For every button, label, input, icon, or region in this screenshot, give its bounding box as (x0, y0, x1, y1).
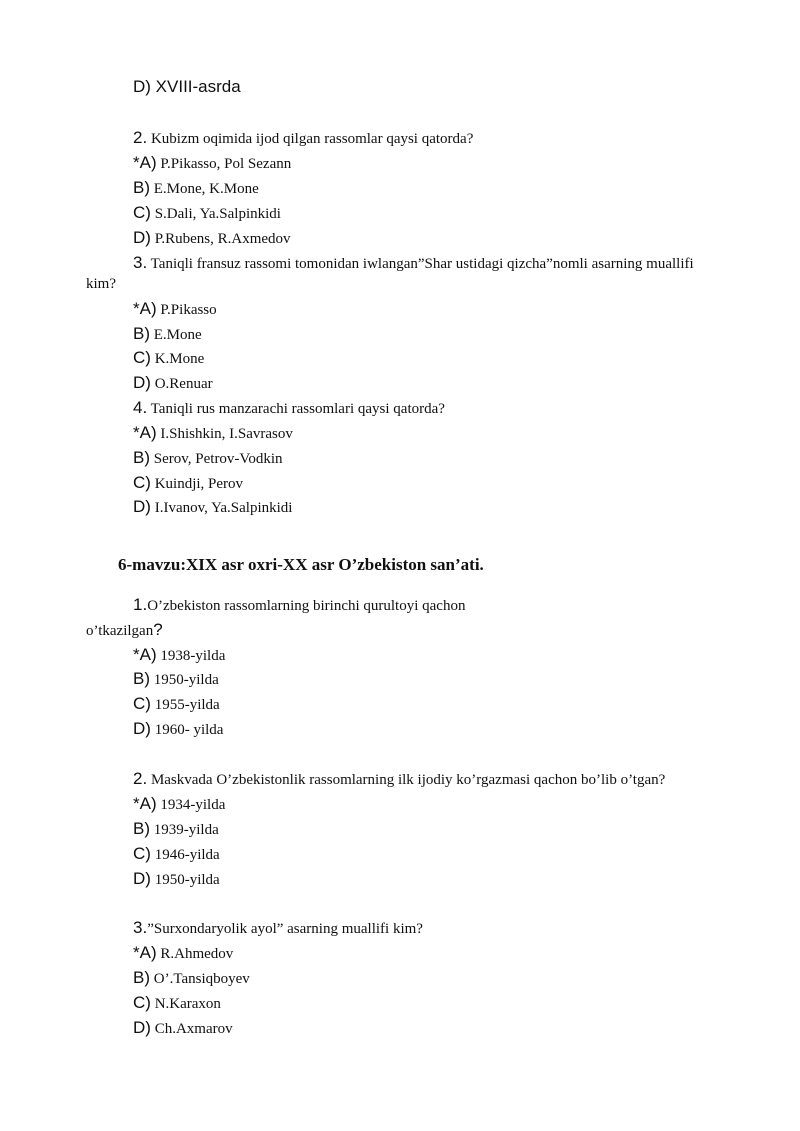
item-marker: D) (133, 869, 151, 888)
item-marker: D) (133, 497, 151, 516)
answer-option (133, 300, 217, 318)
item-marker: C) (133, 348, 151, 367)
item-text: R.Ahmedov (156, 946, 234, 962)
answer-option (133, 1019, 233, 1037)
answer-option (133, 325, 202, 343)
item-text: XVIII-asrda (150, 77, 241, 96)
item-marker: B) (133, 324, 150, 343)
item-text: 1938-yilda (156, 648, 226, 664)
answer-option (133, 695, 220, 713)
item-marker: 4. (133, 398, 148, 417)
item-text: P.Pikasso, Pol Sezann (156, 156, 292, 172)
item-marker: *A) (133, 645, 157, 664)
item-marker: D) (133, 1018, 151, 1037)
item-text: 1946-yilda (150, 847, 220, 863)
question-line (133, 770, 665, 788)
item-marker: *A) (133, 299, 157, 318)
item-text: 1939-yilda (150, 822, 219, 838)
item-text: Taniqli fransuz rassomi tomonidan iwlangan”Shar ustidagi qizcha”nomli asarning muallifi (147, 256, 694, 272)
answer-option (133, 78, 241, 96)
item-text: Kubizm oqimida ijod qilgan rassomlar qaysi qatorda? (147, 131, 474, 147)
answer-option (133, 229, 291, 247)
answer-option (133, 820, 219, 838)
item-marker: D) (133, 373, 151, 392)
item-text: O’.Tansiqboyev (150, 971, 250, 987)
question-line (133, 399, 445, 417)
section-heading: 6-mavzu:XIX asr oxri-XX asr O’zbekiston san’ati. (118, 555, 484, 574)
item-suffix: ? (153, 620, 163, 639)
answer-option (133, 969, 250, 987)
item-text: P.Pikasso (156, 302, 217, 318)
question-line (133, 254, 694, 272)
answer-option (133, 498, 292, 516)
item-text: O.Renuar (150, 376, 213, 392)
answer-option (133, 374, 213, 392)
item-marker: B) (133, 968, 150, 987)
item-marker: B) (133, 669, 150, 688)
item-marker: 2. (133, 128, 148, 147)
item-text: O’zbekiston rassomlarning birinchi qurultoyi qachon (147, 598, 466, 614)
item-text: 1950-yilda (150, 872, 220, 888)
item-marker: D) (133, 228, 151, 247)
item-marker: 2. (133, 769, 148, 788)
item-text: 1955-yilda (150, 697, 220, 713)
item-marker: D) (133, 719, 151, 738)
question-line (133, 596, 465, 614)
item-text: Serov, Petrov-Vodkin (150, 451, 283, 467)
answer-option (133, 795, 225, 813)
answer-option (133, 474, 243, 492)
answer-option (133, 179, 259, 197)
item-text: Maskvada O’zbekistonlik rassomlarning ilk ijodiy ko’rgazmasi qachon bo’lib o’tgan? (147, 772, 666, 788)
item-marker: *A) (133, 423, 157, 442)
item-text: kim? (86, 276, 116, 292)
item-marker: C) (133, 473, 151, 492)
item-marker: 3. (133, 253, 148, 272)
answer-option (133, 646, 225, 664)
item-marker: C) (133, 844, 151, 863)
answer-option (133, 424, 293, 442)
answer-option (133, 720, 223, 738)
item-text: S.Dali, Ya.Salpinkidi (150, 206, 281, 222)
item-text: 1960- yilda (150, 722, 224, 738)
item-text: I.Shishkin, I.Savrasov (156, 426, 293, 442)
item-text: Kuindji, Perov (150, 476, 244, 492)
item-text: 1934-yilda (156, 797, 226, 813)
item-marker: *A) (133, 794, 157, 813)
item-text: o’tkazilgan (86, 623, 154, 639)
text-line (86, 277, 116, 292)
item-marker: B) (133, 178, 150, 197)
item-text: Ch.Axmarov (150, 1021, 233, 1037)
question-line (133, 919, 423, 937)
item-marker: D) (133, 77, 151, 96)
answer-option (133, 670, 219, 688)
answer-option (133, 944, 233, 962)
item-text: E.Mone, K.Mone (150, 181, 259, 197)
item-marker: C) (133, 993, 151, 1012)
item-marker: C) (133, 694, 151, 713)
answer-option (133, 870, 220, 888)
item-marker: 3. (133, 918, 148, 937)
item-marker: 1. (133, 595, 148, 614)
item-marker: *A) (133, 943, 157, 962)
answer-option (133, 449, 283, 467)
item-text: 1950-yilda (150, 672, 219, 688)
question-line (133, 129, 473, 147)
item-marker: B) (133, 819, 150, 838)
item-marker: C) (133, 203, 151, 222)
item-text: E.Mone (150, 327, 202, 343)
answer-option (133, 845, 220, 863)
item-text: N.Karaxon (150, 996, 221, 1012)
item-marker: *A) (133, 153, 157, 172)
answer-option (133, 349, 204, 367)
answer-option (133, 204, 281, 222)
item-text: Taniqli rus manzarachi rassomlari qaysi qatorda? (147, 401, 445, 417)
text-line (86, 621, 163, 639)
answer-option (133, 994, 221, 1012)
answer-option (133, 154, 291, 172)
item-text: I.Ivanov, Ya.Salpinkidi (150, 500, 293, 516)
item-marker: B) (133, 448, 150, 467)
item-text: ”Surxondaryolik ayol” asarning muallifi kim? (147, 921, 423, 937)
item-text: P.Rubens, R.Axmedov (150, 231, 291, 247)
item-text: K.Mone (150, 351, 205, 367)
